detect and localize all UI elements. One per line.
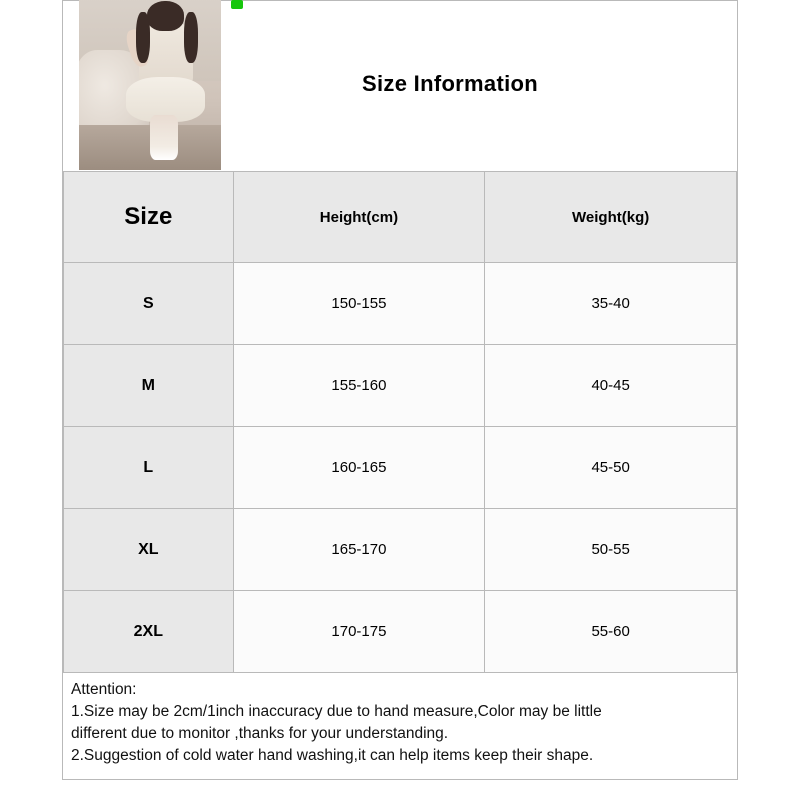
cell-weight: 45-50 bbox=[485, 427, 737, 509]
cell-size: M bbox=[64, 345, 234, 427]
photo-model-legs bbox=[150, 115, 178, 160]
table-row bbox=[64, 591, 737, 673]
attention-line-1: 1.Size may be 2cm/1inch inaccuracy due to hand measure,Color may be little bbox=[71, 703, 602, 720]
table-row bbox=[64, 263, 737, 345]
green-marker-icon bbox=[231, 0, 243, 9]
cell-height: 150-155 bbox=[233, 263, 485, 345]
photo-model-hair-right bbox=[184, 12, 198, 64]
cell-size: L bbox=[64, 427, 234, 509]
attention-note bbox=[63, 673, 737, 775]
column-header-size: Size bbox=[64, 172, 234, 263]
attention-line-2: different due to monitor ,thanks for your understanding. bbox=[71, 725, 449, 742]
cell-size: XL bbox=[64, 509, 234, 591]
cell-height: 165-170 bbox=[233, 509, 485, 591]
cell-height: 155-160 bbox=[233, 345, 485, 427]
photo-model-head bbox=[147, 1, 184, 30]
cell-height: 170-175 bbox=[233, 591, 485, 673]
cell-size: S bbox=[64, 263, 234, 345]
column-header-weight: Weight(kg) bbox=[485, 172, 737, 263]
cell-height: 160-165 bbox=[233, 427, 485, 509]
table-row bbox=[64, 427, 737, 509]
card-header bbox=[63, 1, 737, 171]
column-header-height: Height(cm) bbox=[233, 172, 485, 263]
size-information-card bbox=[62, 0, 738, 780]
cell-weight: 55-60 bbox=[485, 591, 737, 673]
attention-line-3: 2.Suggestion of cold water hand washing,it can help items keep their shape. bbox=[71, 747, 594, 764]
page-title: Size Information bbox=[362, 71, 538, 96]
cell-size: 2XL bbox=[64, 591, 234, 673]
cell-weight: 35-40 bbox=[485, 263, 737, 345]
cell-weight: 40-45 bbox=[485, 345, 737, 427]
table-row bbox=[64, 345, 737, 427]
cell-weight: 50-55 bbox=[485, 509, 737, 591]
size-chart-table bbox=[63, 171, 737, 673]
table-row bbox=[64, 509, 737, 591]
attention-heading: Attention: bbox=[71, 681, 137, 698]
table-header-row bbox=[64, 172, 737, 263]
